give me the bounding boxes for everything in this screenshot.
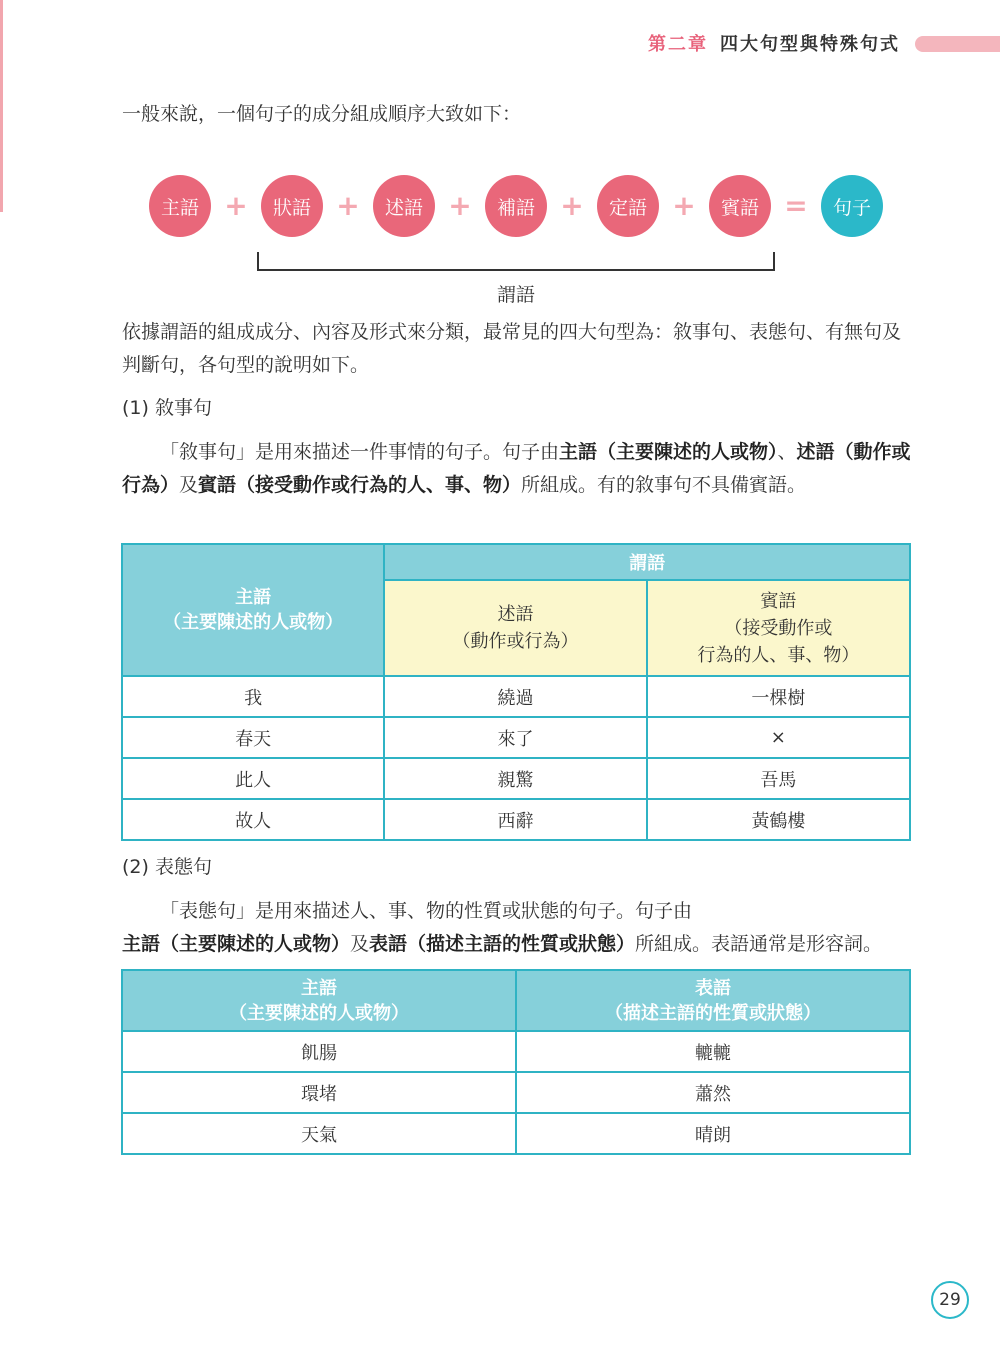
table-row: 春天 來了 × <box>122 717 910 758</box>
header-tab-decoration <box>915 36 1000 52</box>
predicate-bracket <box>257 252 775 271</box>
formula-part-complement: 補語 <box>485 175 547 237</box>
narrative-description: 「敘事句」是用來描述一件事情的句子。句子由主語（主要陳述的人或物）、述語（動作或行為）及賓語（接受動作或行為的人、事、物）所組成。有的敘事句不具備賓語。 <box>122 441 911 496</box>
table-row: 此人 親驚 吾馬 <box>122 758 910 799</box>
plus-icon: + <box>336 189 360 222</box>
plus-icon: + <box>672 189 696 222</box>
plus-icon: + <box>448 189 472 222</box>
page-number: 29 <box>931 1281 969 1319</box>
formula-part-attributive: 定語 <box>597 175 659 237</box>
narrative-sentence-table <box>121 543 911 841</box>
formula-part-object: 賓語 <box>709 175 771 237</box>
plus-icon: + <box>560 189 584 222</box>
table-row: 環堵 蕭然 <box>122 1072 910 1113</box>
subject-header: 主語 （主要陳述的人或物） <box>122 970 516 1031</box>
equals-icon: = <box>784 189 808 222</box>
predicate-label: 謂語 <box>496 284 535 306</box>
chapter-label: 第二章 <box>648 34 708 55</box>
predicate-header: 謂語 <box>384 544 910 580</box>
section-heading-narrative: (1) 敘事句 <box>122 397 212 419</box>
formula-part-verb: 述語 <box>373 175 435 237</box>
formula-part-subject: 主語 <box>149 175 211 237</box>
section-heading-descriptive: (2) 表態句 <box>122 856 212 878</box>
left-edge-bar <box>0 0 3 212</box>
descriptive-sentence-table <box>121 969 911 1155</box>
table-row: 飢腸 轆轆 <box>122 1031 910 1072</box>
plus-icon: + <box>224 189 248 222</box>
formula-part-adverbial: 狀語 <box>261 175 323 237</box>
paragraph-sentence-types: 依據謂語的組成成分、內容及形式來分類，最常見的四大句型為：敘事句、表態句、有無句及判斷句，各句型的說明如下。 <box>122 321 902 376</box>
table-row: 我 繞過 一棵樹 <box>122 676 910 717</box>
table-row: 故人 西辭 黃鶴樓 <box>122 799 910 840</box>
verb-header: 述語 （動作或行為） <box>384 580 646 676</box>
chapter-title: 四大句型與特殊句式 <box>720 34 900 55</box>
object-header: 賓語 （接受動作或 行為的人、事、物） <box>647 580 910 676</box>
formula-result: 句子 <box>821 175 883 237</box>
running-header <box>648 30 900 56</box>
intro-text: 一般來說，一個句子的成分組成順序大致如下： <box>122 103 522 125</box>
table-row: 天氣 晴朗 <box>122 1113 910 1154</box>
predicate-adjective-header: 表語 （描述主語的性質或狀態） <box>516 970 910 1031</box>
descriptive-description: 「表態句」是用來描述人、事、物的性質或狀態的句子。句子由主語（主要陳述的人或物）及表語（描述主語的性質或狀態）所組成。表語通常是形容詞。 <box>122 900 883 955</box>
subject-header: 主語 （主要陳述的人或物） <box>122 544 384 676</box>
